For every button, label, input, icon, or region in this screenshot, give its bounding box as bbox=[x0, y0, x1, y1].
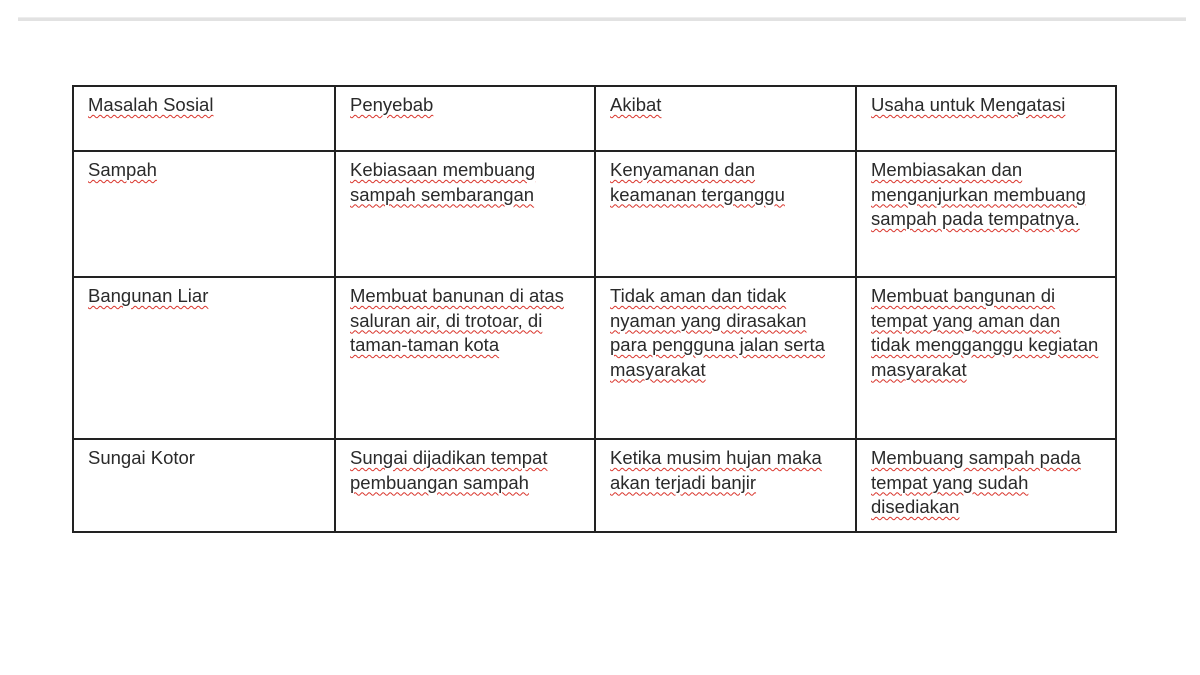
cell-akibat bbox=[595, 151, 856, 277]
cell-penyebab bbox=[335, 151, 595, 277]
cell-text: Membuat banunan di atas saluran air, di trotoar, di taman-taman kota bbox=[350, 285, 564, 355]
cell-masalah bbox=[73, 439, 335, 532]
cell-akibat bbox=[595, 277, 856, 439]
cell-text: Tidak aman dan tidak nyaman yang dirasakan para pengguna jalan serta masyarakat bbox=[610, 285, 825, 380]
cell-text: Membuang sampah pada tempat yang sudah disediakan bbox=[871, 447, 1081, 517]
cell-masalah bbox=[73, 151, 335, 277]
header-text: Masalah Sosial bbox=[88, 94, 214, 115]
cell-text: Sampah bbox=[88, 159, 157, 180]
cell-text: Kenyamanan dan keamanan terganggu bbox=[610, 159, 785, 205]
header-akibat bbox=[595, 86, 856, 151]
header-text: Penyebab bbox=[350, 94, 434, 115]
cell-penyebab bbox=[335, 277, 595, 439]
header-masalah-sosial bbox=[73, 86, 335, 151]
social-problems-table bbox=[72, 85, 1117, 533]
header-text: Usaha untuk Mengatasi bbox=[871, 94, 1066, 115]
table-row bbox=[73, 439, 1116, 532]
header-usaha bbox=[856, 86, 1116, 151]
header-penyebab bbox=[335, 86, 595, 151]
cell-masalah bbox=[73, 277, 335, 439]
header-text: Akibat bbox=[610, 94, 662, 115]
cell-text: Bangunan Liar bbox=[88, 285, 209, 306]
cell-usaha bbox=[856, 277, 1116, 439]
table-row bbox=[73, 151, 1116, 277]
cell-usaha bbox=[856, 439, 1116, 532]
cell-text: Membuat bangunan di tempat yang aman dan tidak mengganggu kegiatan masyarakat bbox=[871, 285, 1099, 380]
cell-penyebab bbox=[335, 439, 595, 532]
cell-text: Ketika musim hujan maka akan terjadi banjir bbox=[610, 447, 822, 493]
cell-text: Sungai dijadikan tempat pembuangan sampah bbox=[350, 447, 548, 493]
cell-text: Sungai Kotor bbox=[88, 447, 195, 468]
cell-usaha bbox=[856, 151, 1116, 277]
cell-akibat bbox=[595, 439, 856, 532]
table-header-row bbox=[73, 86, 1116, 151]
top-divider bbox=[18, 17, 1186, 21]
cell-text: Membiasakan dan menganjurkan membuang sampah pada tempatnya. bbox=[871, 159, 1086, 229]
cell-text: Kebiasaan membuang sampah sembarangan bbox=[350, 159, 536, 205]
table-row bbox=[73, 277, 1116, 439]
